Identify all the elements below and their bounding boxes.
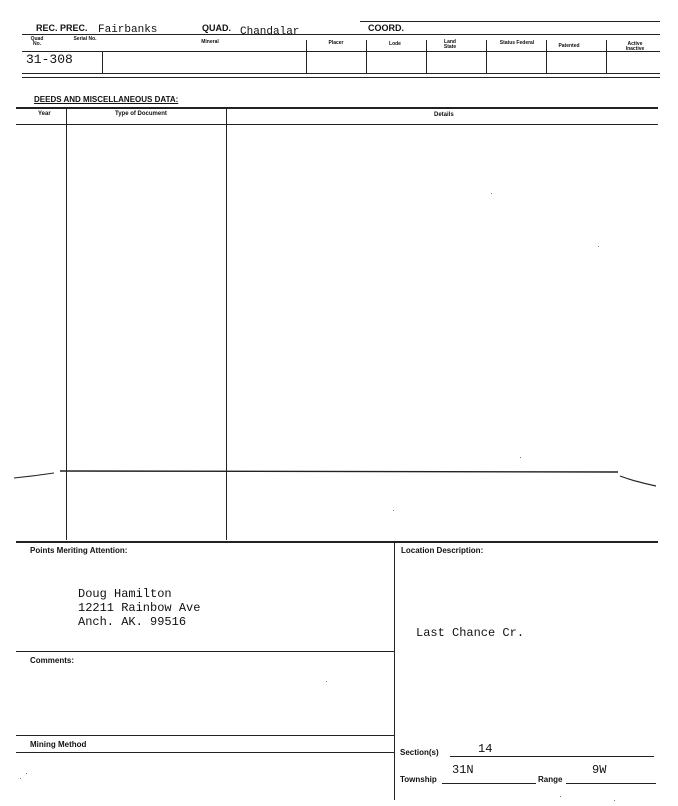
location-value: Last Chance Cr. — [416, 626, 525, 640]
points-line-1: Doug Hamilton — [78, 587, 172, 601]
scan-speck — [393, 510, 394, 511]
scan-speck — [614, 800, 615, 801]
colhead-rule — [22, 51, 660, 52]
col-quad-no: Quad No. — [30, 36, 44, 47]
location-label: Location Description: — [401, 546, 484, 555]
deeds-head-rule — [16, 124, 658, 125]
col-year: Year — [38, 111, 51, 117]
sep-lode — [426, 40, 427, 73]
coord-label: COORD. — [368, 23, 404, 33]
col-active-inactive: Active Inactive — [625, 41, 645, 52]
points-label: Points Meriting Attention: — [30, 546, 128, 555]
points-line-3: Anch. AK. 99516 — [78, 615, 187, 629]
points-line-2: 12211 Rainbow Ave — [78, 601, 201, 615]
sep-patented — [606, 40, 607, 73]
mining-under-rule — [16, 752, 394, 753]
header-rule — [22, 34, 660, 35]
mining-label: Mining Method — [30, 740, 87, 749]
quad-serial-value: 31-308 — [26, 52, 73, 67]
scan-speck — [520, 457, 521, 458]
scan-speck — [491, 193, 492, 194]
sep-serial — [102, 52, 103, 73]
col-serial-no: Serial No. — [73, 36, 97, 42]
section-value: 14 — [478, 742, 493, 756]
mining-rule — [16, 735, 394, 736]
township-label: Township — [400, 775, 437, 784]
township-value: 31N — [452, 763, 474, 777]
col-lode: Lode — [389, 41, 401, 47]
scan-speck — [326, 681, 327, 682]
scan-speck — [560, 796, 561, 797]
quad-value: Chandalar — [240, 26, 300, 38]
section-label: Section(s) — [400, 748, 439, 757]
quad-label: QUAD. — [202, 23, 231, 33]
township-line — [442, 783, 536, 784]
col-status-federal: Status Federal — [499, 40, 535, 46]
rec-prec-label: REC. PREC. — [36, 23, 88, 33]
deeds-top-rule — [16, 107, 658, 109]
col-details: Details — [434, 112, 454, 118]
lower-center-sep — [394, 541, 395, 800]
section-line — [450, 756, 654, 757]
rec-prec-value: Fairbanks — [98, 24, 158, 36]
col-mineral: Mineral — [201, 39, 219, 45]
col-land-state: Land State — [443, 39, 457, 50]
sep-mineral — [306, 40, 307, 73]
record-rule-2 — [22, 77, 660, 78]
hand-drawn-divider — [0, 462, 678, 492]
comments-label: Comments: — [30, 656, 75, 665]
deeds-title: DEEDS AND MISCELLANEOUS DATA: — [34, 95, 179, 104]
scan-speck — [26, 773, 27, 774]
sep-land — [486, 40, 487, 73]
top-rule — [360, 21, 660, 22]
range-label: Range — [538, 775, 563, 784]
sep-placer — [366, 40, 367, 73]
col-placer: Placer — [328, 40, 344, 46]
comments-rule — [16, 651, 394, 652]
range-value: 9W — [592, 763, 607, 777]
range-line — [566, 783, 656, 784]
scan-speck — [598, 246, 599, 247]
sep-status — [546, 40, 547, 73]
col-type-of-document: Type of Document — [115, 111, 167, 117]
record-rule — [22, 73, 660, 74]
deeds-bottom-rule — [16, 541, 658, 543]
scan-speck — [20, 778, 21, 779]
col-patented: Patented — [558, 43, 580, 49]
